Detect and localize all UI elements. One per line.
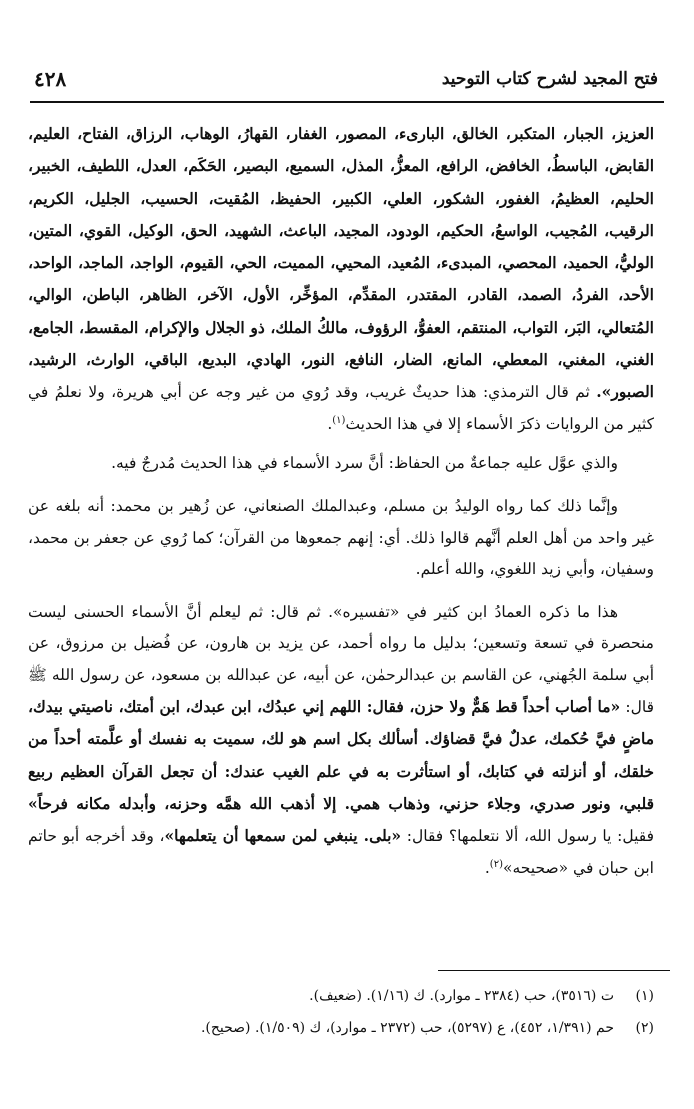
page-number: ٤٢٨: [34, 67, 67, 91]
period: .: [484, 858, 490, 877]
running-header: [34, 62, 658, 96]
footnote-number: (٢): [635, 1020, 654, 1036]
footnote-ref-1: (١): [332, 414, 346, 426]
tirmidhi-comment: ثم قال الترمذي: هذا حديثٌ غريب، وقد رُوي من غير وجه عن أبي هريرة، ولا نعلمُ في كثير من الروايات ذكرَ الأسماء إلا في هذا الحديث: [28, 383, 654, 433]
paragraph-names: [28, 118, 654, 440]
paragraph-ibn-kathir: [28, 597, 654, 884]
footnotes: [28, 980, 654, 1044]
footnote-number: (١): [635, 988, 654, 1004]
footnote-ref-2: (٢): [489, 858, 503, 870]
footnote-separator: [438, 970, 670, 971]
hadith-question: فقيل: يا رسول الله، ألا نتعلمها؟ فقال:: [401, 827, 654, 846]
hadith-text: «ما أصاب أحداً قط هَمٌّ ولا حزن، فقال: اللهم إني عبدُك، ابن عبدك، ابن أمتك، ناصيتي بيدك، ماضٍ فيَّ حُكمك، عدلٌ فيَّ قضاؤك. أسألك بكل اسم هو لك، سميت به نفسك أو علَّمته أحداً من خلقك، أو أنزلته في كتابك، أو استأثرت به في علم الغيب عندك: أن تجعل القرآن العظيم ربيع قلبي، ونور صدري، وجلاء حزني، وذهاب همي. إلا أذهب الله همَّه وحزنه، وأبدله مكانه فرحاً»: [28, 697, 654, 813]
period: .: [327, 414, 333, 433]
paragraph-walid: وإنَّما ذلك كما رواه الوليدُ بن مسلم، وعبدالملك الصنعاني، عن زُهير بن محمد: أنه بلغه عن غير واحد من أهل العلم أنَّهم قالوا ذلك. أي: إنهم جمعوها من القرآن؛ كما رُوي عن جعفر بن محمد، وسفيان، وأبي زيد اللغوي، والله أعلم.: [28, 497, 654, 578]
hadith-answer: «بلى. ينبغي لمن سمعها أن يتعلمها»: [164, 826, 402, 846]
main-text: [28, 118, 654, 884]
footnote-text: حم (١/٣٩١، ٤٥٢)، ع (٥٢٩٧)، حب (٢٣٧٢ ـ موارد)، ك (١/٥٠٩). (صحيح).: [200, 1020, 614, 1036]
footnote-2: [28, 1012, 654, 1044]
footnote-text: ت (٣٥١٦)، حب (٢٣٨٤ ـ موارد). ك (١/١٦). (ضعيف).: [309, 988, 614, 1004]
paragraph-huffaz: والذي عوَّل عليه جماعةٌ من الحفاظ: أنَّ سرد الأسماء في هذا الحديث مُدرجٌ فيه.: [111, 453, 618, 472]
header-rule: [30, 101, 664, 103]
names-list: العزيز، الجبار، المتكبر، الخالق، البارىء، المصور، الغفار، القهارُ، الوهاب، الرزاق، الفتاح، العليم، القابض، الباسطُ، الخافض، الرافع، المعزُّ، المذل، السميع، البصير، الحَكَم، العدل، اللطيف، الخبير، الحليم، العظيمُ، الغفور، الشكور، العلي، الكبير، الحفيظ، المُقيت، الحسيب، الجليل، الكريم، الرقيب، المُجيب، الواسعُ، الحكيم، الودود، المجيد، الباعث، الشهيد، الحق، الوكيل، القوي، المتين، الوليُّ، الحميد، المحصي، المبدىء، المُعيد، المحيي، المميت، الحي، القيوم، الواجد، الماجد، الواحد، الأحد، الفردُ، الصمد، القادر، المقتدر، المقدِّم، المؤخِّر، الأول، الآخر، الظاهر، الباطن، الوالي، المُتعالي، البَر، التواب، المنتقم، العفوُّ، الرؤوف، مالكُ الملك، ذو الجلال والإكرام، المقسط، الجامع، الغني، المغني، المعطي، المانع، الضار، النافع، النور، الهادي، البديع، الباقي، الوارث، الرشيد، الصبور».: [28, 124, 654, 402]
book-title: فتح المجيد لشرح كتاب التوحيد: [441, 69, 658, 89]
hadith-source: ، وقد أخرجه أبو حاتم ابن حبان في «صحيحه»: [28, 827, 654, 877]
ibn-kathir-intro: هذا ما ذكره العمادُ ابن كثير في «تفسيره». ثم قال: ثم ليعلم أنَّ الأسماء الحسنى ليست منحصرة في تسعة وتسعين؛ بدليل ما رواه أحمد، عن يزيد بن هارون، عن فُضيل بن مرزوق، عن أبي سلمة الجُهني، عن القاسم بن عبدالرحمٰن، عن أبيه، عن عبدالله بن مسعود، عن رسول الله ﷺ قال:: [28, 603, 654, 717]
footnote-1: [28, 980, 654, 1012]
